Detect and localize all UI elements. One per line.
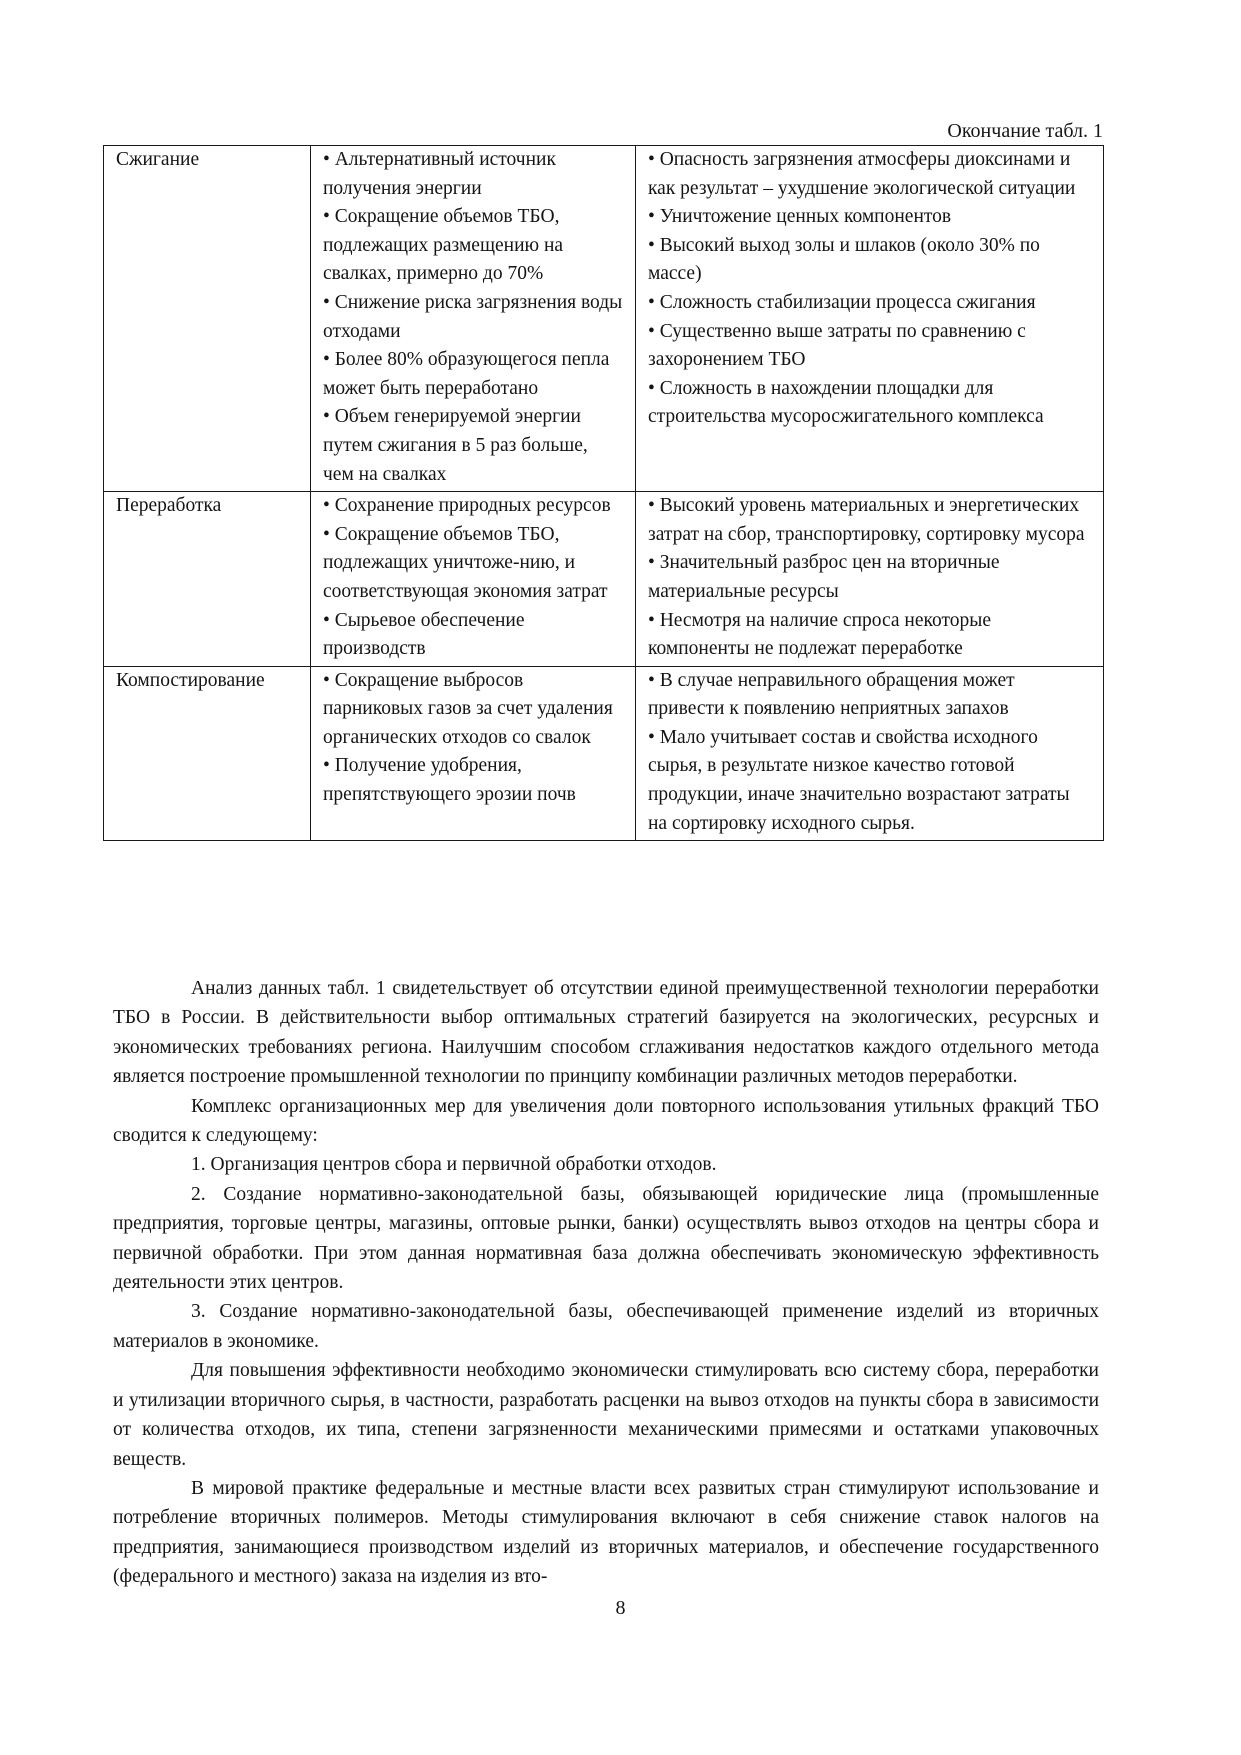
method-cell [104,666,311,841]
pros-item: • Сохранение природных ресурсов [323,495,611,517]
pros-item: • Сокращение объемов ТБО, подлежащих размещению на свалках, примерно до 70% [323,206,564,285]
pros-cell [311,146,636,492]
pros-item: • Получение удобрения, препятствующего эрозии почв [323,755,576,806]
table-row [104,666,1104,841]
pros-cell [311,666,636,841]
method-name: Компостирование [116,669,265,691]
cons-item: • Высокий уровень материальных и энергетических затрат на сбор, транспортировку, сортировку мусора [648,495,1085,545]
pros-cell [311,492,636,667]
cons-item: • Сложность стабилизации процесса сжигания [648,291,1036,313]
table-row [104,492,1104,667]
list-item: 3. Создание нормативно-законодательной базы, обеспечивающей применение изделий из вторичных материалов в экономике. [113,1301,1099,1352]
method-cell [104,492,311,667]
pros-item: • Снижение риска загрязнения воды отходами [323,291,623,342]
paragraph: Анализ данных табл. 1 свидетельствует об отсутствии единой преимущественной технологии переработки ТБО в России. В действительности выбор оптимальных стратегий базируется на экологических, ресурсных и экономических требованиях региона. Наилучшим способом сглаживания недостатков каждого отдельного метода является построение промышленной технологии по принципу комбинации различных методов переработки. [113,978,1099,1088]
cons-item: • Уничтожение ценных компонентов [648,206,952,228]
cons-cell [636,146,1104,492]
cons-item: • Несмотря на наличие спроса некоторые компоненты не подлежат переработке [648,609,992,660]
method-name: Переработка [116,495,222,517]
paragraph: Для повышения эффективности необходимо экономически стимулировать всю систему сбора, переработки и утилизации вторичного сырья, в частности, разработать расценки на вывоз отходов на пункты сбора в зависимости от количества отходов, их типа, степени загрязненности механическими примесями и остатками упаковочных веществ. [113,1360,1099,1470]
table-caption: Окончание табл. 1 [947,120,1103,142]
cons-item: • Существенно выше затраты по сравнению с захоронением ТБО [648,320,1026,371]
comparison-table [103,145,1104,841]
pros-item: • Сырьевое обеспечение производств [323,609,525,660]
cons-cell [636,666,1104,841]
cons-item: • Значительный разброс цен на вторичные материальные ресурсы [648,552,1000,602]
paragraph: Комплекс организационных мер для увеличения доли повторного использования утильных фракций ТБО сводится к следующему: [113,1095,1099,1147]
cons-item: • Опасность загрязнения атмосферы диоксинами и как результат – ухудшение экологической ситуации [648,149,1076,199]
list-item: 1. Организация центров сбора и первичной обработки отходов. [191,1154,717,1176]
cons-item: • Сложность в нахождении площадки для строительства мусоросжигательного комплекса [648,377,1044,428]
paragraph: В мировой практике федеральные и местные власти всех развитых стран стимулируют использование и потребление вторичных полимеров. Методы стимулирования включают в себя снижение ставок налогов на предприятия, занимающиеся производством изделий из вторичных материалов, и обеспечение государственного (федерального и местного) заказа на изделия из вто- [113,1477,1099,1588]
cons-item: • В случае неправильного обращения может привести к появлению неприятных запахов [648,669,1015,720]
cons-item: • Высокий выход золы и шлаков (около 30% по массе) [648,234,1040,285]
body-text [113,974,1099,1592]
pros-item: • Сокращение объемов ТБО, подлежащих уничтоже-нию, и соответствующая экономия затрат [323,523,608,602]
cons-cell [636,492,1104,667]
list-item: 2. Создание нормативно-законодательной базы, обязывающей юридические лица (промышленные предприятия, торговые центры, магазины, оптовые рынки, банки) осуществлять вывоз отходов на центры сбора и первичной обработки. При этом данная нормативная база должна обеспечивать экономическую эффективность деятельности этих центров. [113,1183,1099,1294]
pros-item: • Объем генерируемой энергии путем сжигания в 5 раз больше, чем на свалках [323,406,588,485]
pros-item: • Альтернативный источник получения энергии [323,149,556,199]
table-row [104,146,1104,492]
pros-item: • Сокращение выбросов парниковых газов за счет удаления органических отходов со свалок [323,669,613,748]
method-name: Сжигание [116,149,200,170]
cons-item: • Мало учитывает состав и свойства исходного сырья, в результате низкое качество готовой продукции, иначе значительно возрастают затраты на сортировку исходного сырья. [648,726,1070,834]
pros-item: • Более 80% образующегося пепла может быть переработано [323,349,610,399]
page-number: 8 [615,1597,626,1619]
method-cell [104,146,311,492]
